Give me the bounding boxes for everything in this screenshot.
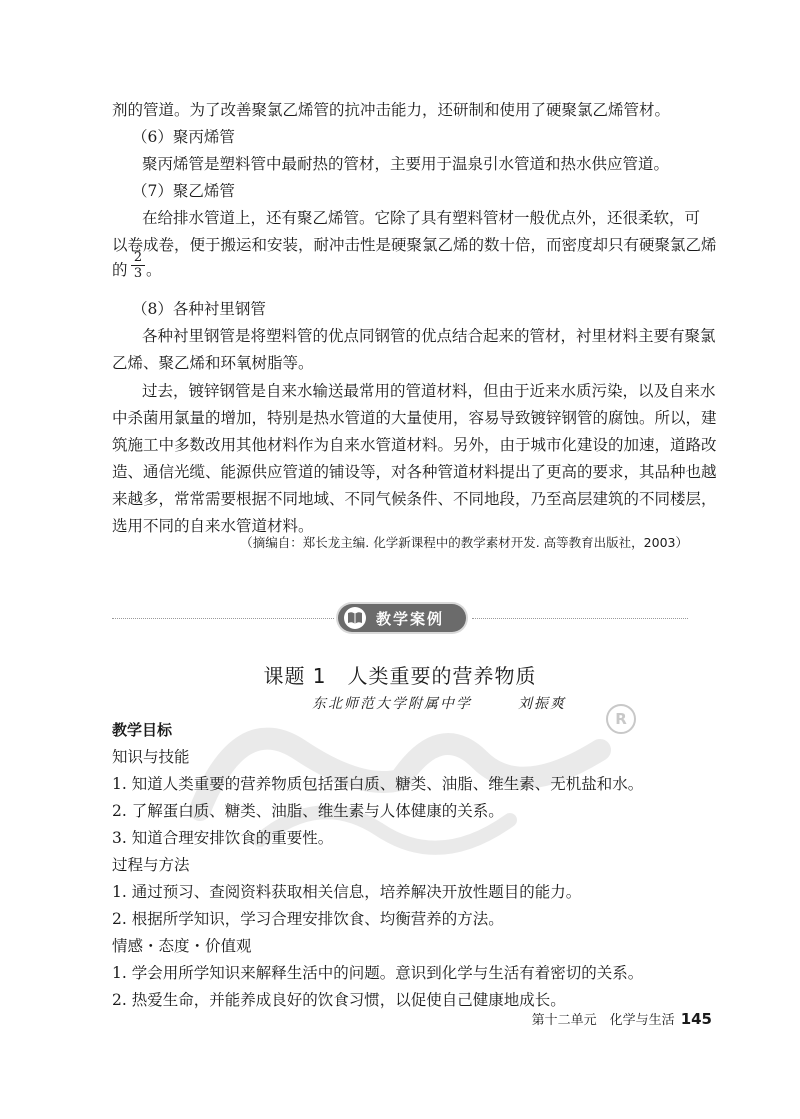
footer-unit: 第十二单元 化学与生活 <box>531 1013 675 1028</box>
goals-heading: 教学目标 <box>112 721 173 739</box>
paragraph-line: 以卷成卷，便于搬运和安装，耐冲击性是硬聚氯乙烯的数十倍，而密度却只有硬聚氯乙烯 <box>112 236 717 254</box>
paragraph-line: 中杀菌用氯量的增加，特别是热水管道的大量使用，容易导致镀锌钢管的腐蚀。所以，建 <box>112 409 717 427</box>
author-line <box>312 693 566 713</box>
knowledge-item: 1. 知道人类重要的营养物质包括蛋白质、糖类、油脂、维生素、无机盐和水。 <box>112 775 644 793</box>
paragraph-line: 筑施工中多数改用其他材料作为自来水管道材料。另外，由于城市化建设的加速，道路改 <box>112 436 717 454</box>
subheading-polypropylene: （6）聚丙烯管 <box>132 128 235 146</box>
paragraph-line: 来越多，常常需要根据不同地域、不同气候条件、不同地段，乃至高层建筑的不同楼层， <box>112 490 717 508</box>
page-footer <box>532 1009 712 1028</box>
knowledge-item: 2. 了解蛋白质、糖类、油脂、维生素与人体健康的关系。 <box>112 802 504 820</box>
paragraph-line: 乙烯、聚乙烯和环氧树脂等。 <box>112 354 314 372</box>
attitude-item: 1. 学会用所学知识来解释生活中的问题。意识到化学与生活有着密切的关系。 <box>112 964 644 982</box>
attitude-heading: 情感・态度・价值观 <box>112 937 252 955</box>
process-heading: 过程与方法 <box>112 856 190 874</box>
book-icon <box>344 607 366 629</box>
process-item: 1. 通过预习、查阅资料获取相关信息，培养解决开放性题目的能力。 <box>112 883 582 901</box>
attitude-item: 2. 热爱生命，并能养成良好的饮食习惯，以促使自己健康地成长。 <box>112 991 566 1009</box>
subheading-polyethylene: （7）聚乙烯管 <box>132 182 235 200</box>
knowledge-heading: 知识与技能 <box>112 748 190 766</box>
citation: （摘编自：郑长龙主编. 化学新课程中的教学素材开发. 高等教育出版社，2003） <box>240 535 688 550</box>
lesson-title: 课题 1 人类重要的营养物质 <box>263 664 537 688</box>
registered-mark-icon: R <box>606 704 636 734</box>
paragraph-line: 过去，镀锌钢管是自来水输送最常用的管道材料，但由于近来水质污染，以及自来水 <box>142 382 716 400</box>
subheading-lined-steel-pipe: （8）各种衬里钢管 <box>132 300 266 318</box>
section-badge-label: 教学案例 <box>376 609 445 628</box>
divider-right <box>472 618 688 619</box>
divider-left <box>112 618 334 619</box>
fraction-suffix: 。 <box>146 261 162 279</box>
fraction-prefix: 的 <box>112 261 128 279</box>
fraction-denominator: 3 <box>133 266 143 281</box>
author-name: 刘振爽 <box>518 696 566 712</box>
paragraph-line: 造、通信光缆、能源供应管道的铺设等，对各种管道材料提出了更高的要求，其品种也越 <box>112 463 717 481</box>
fraction-numerator: 2 <box>131 250 145 266</box>
paragraph-line: 在给排水管道上，还有聚乙烯管。它除了具有塑料管材一般优点外，还很柔软，可 <box>142 209 701 227</box>
page-number: 145 <box>680 1010 712 1028</box>
knowledge-item: 3. 知道合理安排饮食的重要性。 <box>112 829 334 847</box>
school-name: 东北师范大学附属中学 <box>312 696 472 712</box>
process-item: 2. 根据所学知识，学习合理安排饮食、均衡营养的方法。 <box>112 910 504 928</box>
section-badge-teaching-case <box>338 604 466 632</box>
fraction-line <box>112 250 162 281</box>
paragraph-line: 剂的管道。为了改善聚氯乙烯管的抗冲击能力，还研制和使用了硬聚氯乙烯管材。 <box>112 101 671 119</box>
paragraph-line: 选用不同的自来水管道材料。 <box>112 517 314 535</box>
fraction-two-thirds <box>131 250 145 281</box>
paragraph-line: 聚丙烯管是塑料管中最耐热的管材，主要用于温泉引水管道和热水供应管道。 <box>142 155 670 173</box>
paragraph-line: 各种衬里钢管是将塑料管的优点同钢管的优点结合起来的管材，衬里材料主要有聚氯 <box>142 327 716 345</box>
